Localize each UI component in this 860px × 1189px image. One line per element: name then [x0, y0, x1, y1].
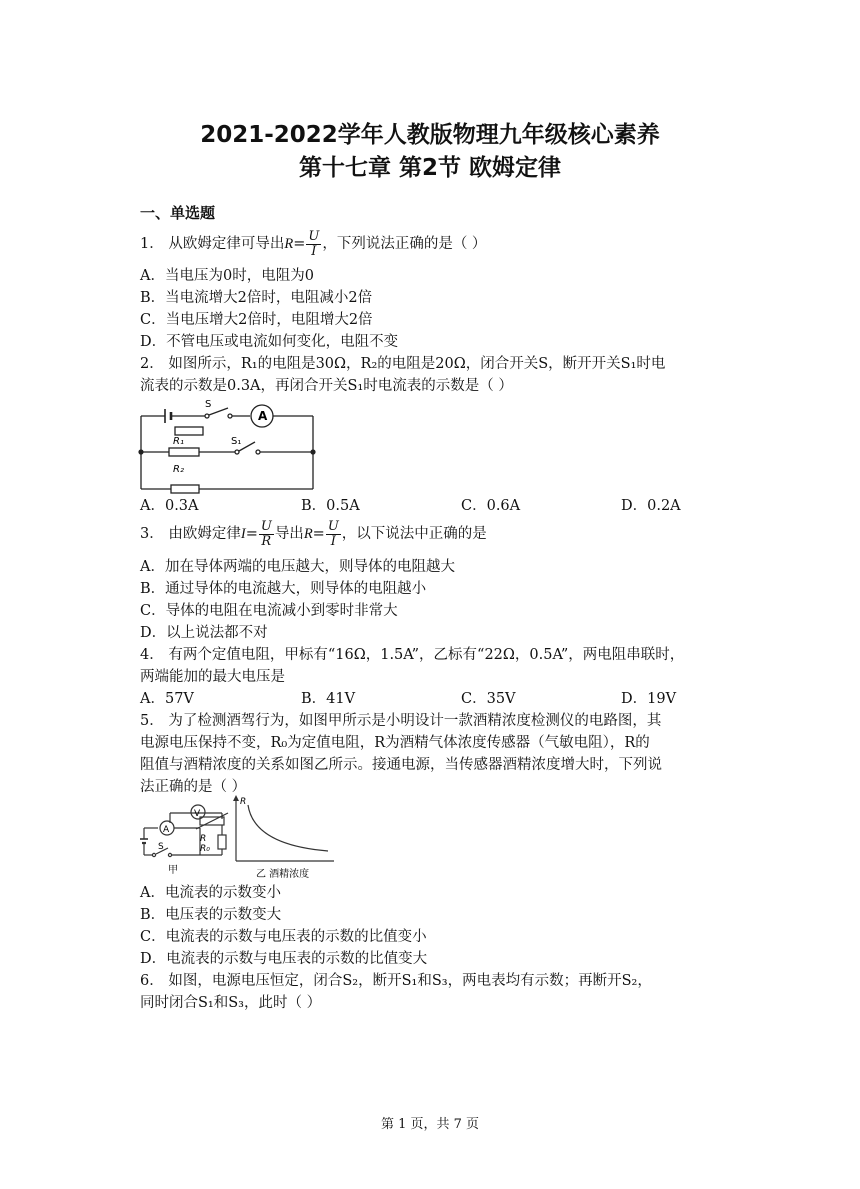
voltmeter-label: V — [194, 809, 201, 819]
question-1-option-b[interactable]: B．当电流增大2倍时，电阻减小2倍 — [140, 290, 373, 306]
question-6-stem-line1: 6． 如图，电源电压恒定，闭合S₂，断开S₁和S₃，两电表均有示数；再断开S₂， — [140, 973, 652, 989]
question-5-option-a[interactable]: A．电流表的示数变小 — [140, 885, 281, 901]
question-4-option-d[interactable]: D．19V — [621, 691, 677, 707]
graph-y-axis-label: R — [240, 797, 247, 807]
section-heading: 一、单选题 — [140, 204, 216, 222]
switch-s-label: S — [205, 400, 212, 410]
question-5-stem-line2: 电源电压保持不变，R₀为定值电阻，R为酒精气体浓度传感器（气敏电阻），R的 — [140, 735, 650, 751]
document-title-line1: 2021-2022学年人教版物理九年级核心素养 — [200, 122, 660, 148]
resistor-r2-label: R₂ — [173, 464, 184, 475]
resistor-r1-label: R₁ — [173, 436, 184, 447]
question-2-stem-line1: 2． 如图所示，R₁的电阻是30Ω，R₂的电阻是20Ω，闭合开关S，断开开关S₁时电 — [140, 356, 666, 372]
ammeter-label: A — [258, 409, 268, 423]
question-4-option-b[interactable]: B．41V — [301, 691, 356, 707]
circuit-and-graph-q5 — [138, 795, 338, 885]
formula-fraction: $\frac{U}{I}$ — [308, 228, 320, 259]
question-5-option-b[interactable]: B．电压表的示数变大 — [140, 907, 282, 923]
question-5-option-d[interactable]: D．电流表的示数与电压表的示数的比值变大 — [140, 951, 428, 967]
circuit-diagram-q2 — [135, 400, 325, 500]
question-5-option-c[interactable]: C．电流表的示数与电压表的示数的比值变小 — [140, 929, 427, 945]
question-3-option-a[interactable]: A．加在导体两端的电压越大，则导体的电阻越大 — [140, 559, 455, 575]
question-4-stem-line2: 两端能加的最大电压是 — [140, 669, 285, 685]
question-4-stem-line1: 4． 有两个定值电阻，甲标有“16Ω，1.5A”，乙标有“22Ω，0.5A”，两电阻串联时， — [140, 647, 685, 663]
formula-fraction: $\frac{U}{R}$ — [260, 518, 272, 549]
question-1-option-c[interactable]: C．当电压增大2倍时，电阻增大2倍 — [140, 312, 373, 328]
page-footer: 第 1 页，共 7 页 — [380, 1117, 480, 1132]
document-title-line2: 第十七章 第2节 欧姆定律 — [298, 155, 562, 181]
question-2-option-c[interactable]: C．0.6A — [461, 498, 521, 514]
question-3-option-c[interactable]: C．导体的电阻在电流减小到零时非常大 — [140, 603, 398, 619]
question-5-stem-line3: 阻值与酒精浓度的关系如图乙所示。接通电源，当传感器酒精浓度增大时，下列说 — [140, 757, 662, 773]
graph-x-axis-caption: 乙 酒精浓度 — [256, 869, 310, 880]
sensor-r-label: R — [200, 834, 207, 844]
question-4-option-a[interactable]: A．57V — [140, 691, 194, 707]
question-3-option-d[interactable]: D．以上说法都不对 — [140, 625, 268, 641]
formula-fraction: $\frac{U}{I}$ — [327, 518, 339, 549]
resistor-r0-label: R₀ — [200, 844, 210, 854]
switch-s-label: S — [158, 842, 164, 852]
question-6-stem-line2: 同时闭合S₁和S₃，此时（ ） — [140, 995, 322, 1011]
switch-s1-label: S₁ — [231, 436, 242, 447]
question-1-stem: 1． 从欧姆定律可导出R= $\frac{U}{I}$ ，下列说法正确的是（ ） — [140, 228, 487, 259]
question-2-option-a[interactable]: A．0.3A — [140, 498, 199, 514]
question-5-stem-line1: 5． 为了检测酒驾行为，如图甲所示是小明设计一款酒精浓度检测仪的电路图，其 — [140, 713, 662, 729]
question-1-option-d[interactable]: D．不管电压或电流如何变化，电阻不变 — [140, 334, 399, 350]
question-1-option-a[interactable]: A．当电压为0时，电阻为0 — [140, 268, 314, 284]
figure-jia-caption: 甲 — [168, 865, 178, 876]
question-5-stem-line4: 法正确的是（ ） — [140, 779, 247, 795]
question-2-option-b[interactable]: B．0.5A — [301, 498, 360, 514]
question-2-option-d[interactable]: D．0.2A — [621, 498, 681, 514]
ammeter-label: A — [163, 825, 170, 835]
question-4-option-c[interactable]: C．35V — [461, 691, 516, 707]
question-2-stem-line2: 流表的示数是0.3A，再闭合开关S₁时电流表的示数是（ ） — [140, 378, 513, 394]
question-3-stem: 3． 由欧姆定律I= $\frac{U}{R}$ 导出R= $\frac{U}{I}$ ，以下说法中正确的是 — [140, 518, 487, 549]
question-3-option-b[interactable]: B．通过导体的电流越大，则导体的电阻越小 — [140, 581, 427, 597]
